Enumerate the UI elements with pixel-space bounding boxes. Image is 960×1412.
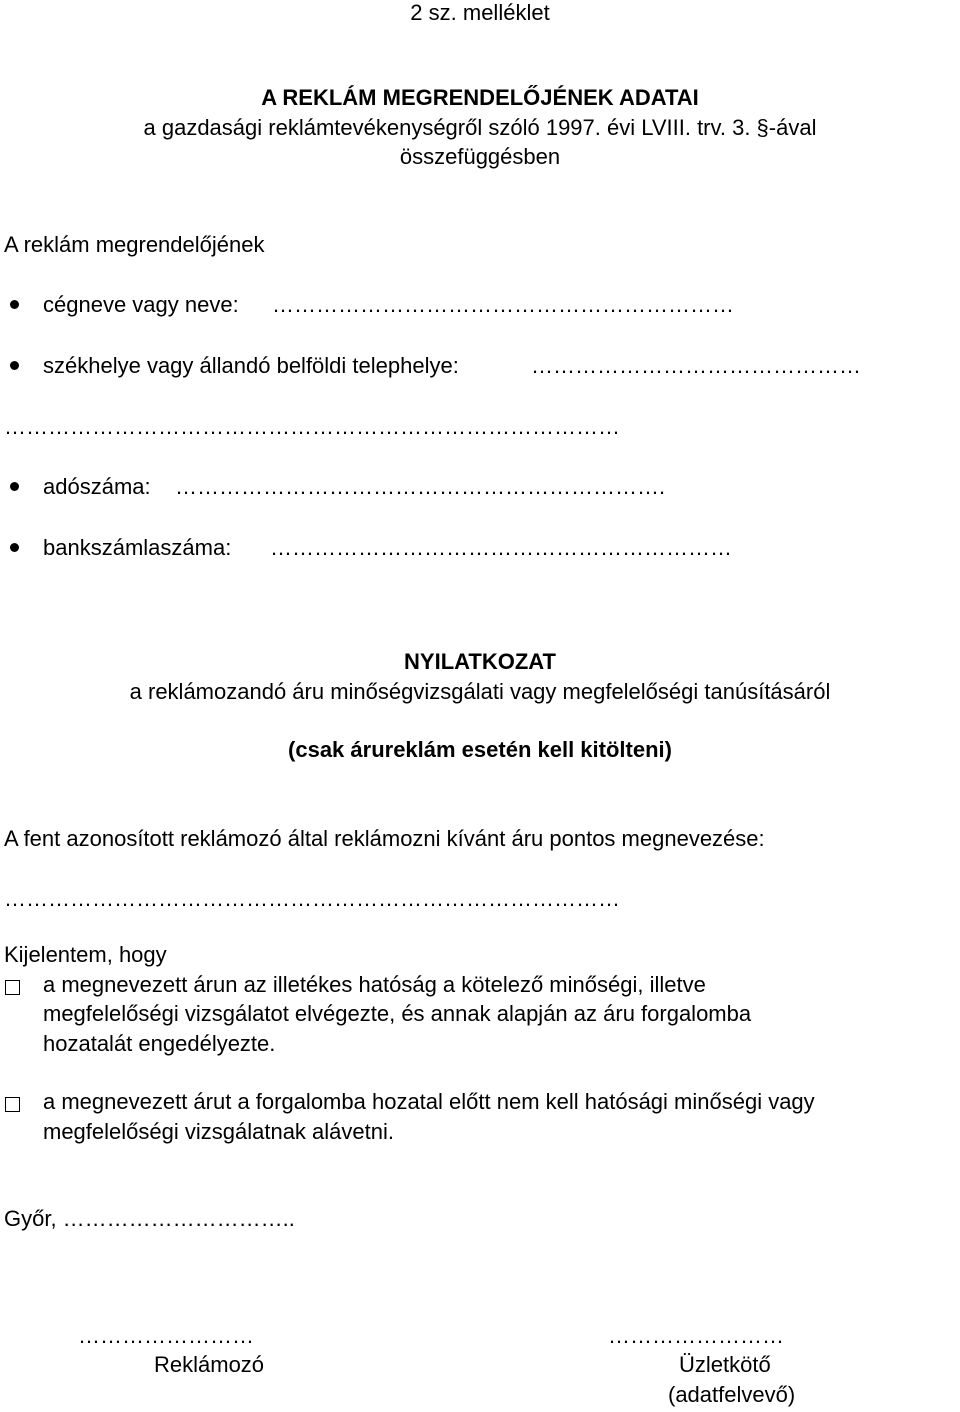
option-1-line-3: hozatalát engedélyezte. [43,1031,276,1056]
tax-label: adószáma: [43,474,151,499]
subtitle-line-1: a gazdasági reklámtevékenységről szóló 1997. évi LVIII. trv. 3. §-ával [143,115,817,140]
bullet-icon [10,482,19,491]
signature-1-line[interactable]: …………………… [78,1323,254,1348]
bullet-icon [10,543,19,552]
bank-label: bankszámlaszáma: [43,535,232,560]
option-2-checkbox[interactable] [5,1097,20,1112]
declaration-note: (csak árureklám esetén kell kitölteni) [288,737,672,762]
declaration-title: NYILATKOZAT [404,649,556,674]
option-1-checkbox[interactable] [5,980,20,995]
seat-label: székhelye vagy állandó belföldi telephelye: [43,353,459,378]
signature-2-label: Üzletkötő [679,1352,771,1377]
seat-field-continued[interactable]: ………………………………………………………………………… [4,414,620,439]
product-field[interactable]: ………………………………………………………………………… [4,886,620,911]
place-date-field[interactable]: Győr, ………………………….. [4,1206,295,1231]
page-title: A REKLÁM MEGRENDELŐJÉNEK ADATAI [261,85,699,110]
option-1-line-2: megfelelőségi vizsgálatot elvégezte, és annak alapján az áru forgalomba [43,1001,752,1026]
subtitle-line-2: összefüggésben [399,144,561,169]
signature-2-line[interactable]: …………………… [608,1323,784,1348]
option-2-line-2: megfelelőségi vizsgálatnak alávetni. [43,1119,394,1144]
option-1-line-1: a megnevezett árun az illetékes hatóság a kötelező minőségi, illetve [43,972,706,997]
signature-2-sublabel: (adatfelvevő) [668,1382,796,1407]
product-label: A fent azonosított reklámozó által reklámozni kívánt áru pontos megnevezése: [4,826,765,851]
seat-field[interactable]: ……………………………………… [531,353,861,378]
tax-field[interactable]: …………………………………………………………. [175,474,666,499]
client-intro: A reklám megrendelőjének [4,232,265,257]
signature-1-label: Reklámozó [154,1352,265,1377]
statement-intro: Kijelentem, hogy [4,942,167,967]
annex-label: 2 sz. melléklet [410,0,550,25]
declaration-subtitle: a reklámozandó áru minőségvizsgálati vagy megfelelőségi tanúsításáról [129,679,831,704]
bullet-icon [10,361,19,370]
bank-field[interactable]: ……………………………………………………… [270,535,732,560]
bullet-icon [10,300,19,309]
name-field[interactable]: ……………………………………………………… [272,292,734,317]
option-2-line-1: a megnevezett árut a forgalomba hozatal előtt nem kell hatósági minőségi vagy [43,1089,815,1114]
name-label: cégneve vagy neve: [43,292,239,317]
